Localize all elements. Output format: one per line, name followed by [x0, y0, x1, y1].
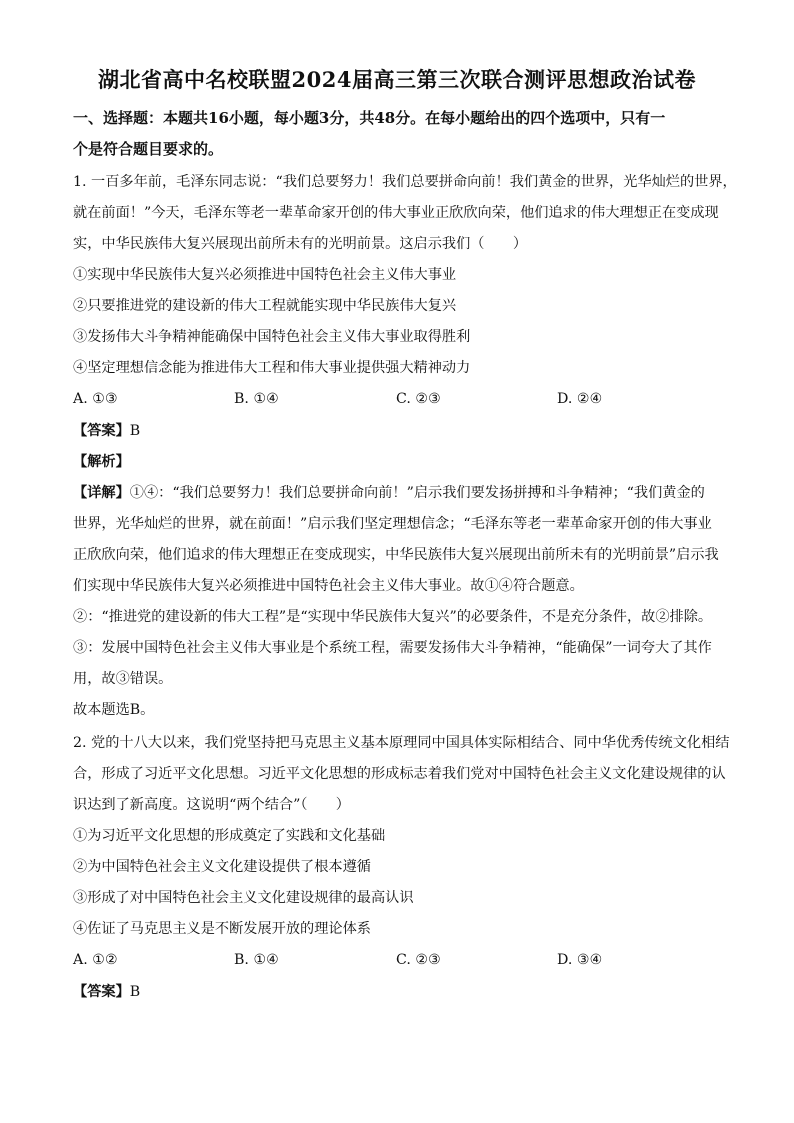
q2-stem-line-3: 识达到了新高度。这说明“两个结合”（ ） — [73, 797, 350, 813]
q2-stem-line-2: 合，形成了习近平文化思想。习近平文化思想的形成标志着我们党对中国特色社会主义文化建设规律的认 — [73, 766, 726, 782]
q2-statement-3: ③形成了对中国特色社会主义文化建设规律的最高认识 — [73, 890, 414, 906]
q1-stem-line-3: 实，中华民族伟大复兴展现出前所未有的光明前景。这启示我们（ ） — [73, 236, 528, 252]
q1-option-d: D. ②④ — [557, 391, 603, 407]
q1-answer — [73, 421, 723, 441]
q1-statement-2: ②只要推进党的建设新的伟大工程就能实现中华民族伟大复兴 — [73, 298, 457, 314]
answer-value: B — [129, 423, 141, 439]
detail-text: ①④：“我们总要努力！我们总要拼命向前！”启示我们要发扬拼搏和斗争精神；“我们黄金的 — [129, 485, 705, 501]
q1-detail-line-7: 用，故③错误。 — [73, 671, 173, 687]
section-heading-line-1: 一、选择题：本题共16小题，每小题3分，共48分。在每小题给出的四个选项中，只有一 — [73, 109, 666, 127]
section-heading-line-2: 个是符合题目要求的。 — [73, 140, 224, 158]
analysis-tag: 【解析】 — [73, 454, 130, 470]
q1-statement-1: ①实现中华民族伟大复兴必须推进中国特色社会主义伟大事业 — [73, 267, 457, 283]
q2-option-d: D. ③④ — [557, 952, 603, 968]
q1-stem-line-2: 就在前面！”今天，毛泽东等老一辈革命家开创的伟大事业正欣欣向荣，他们追求的伟大理想正在变成现 — [73, 205, 719, 221]
q2-answer — [73, 982, 723, 1002]
page-title: 湖北省高中名校联盟2024届高三第三次联合测评思想政治试卷 — [98, 67, 696, 92]
q1-analysis-heading — [73, 452, 723, 472]
q2-stem-line-1: 2. 党的十八大以来，我们党坚持把马克思主义基本原理同中国具体实际相结合、同中华优秀传统文化相结 — [73, 735, 730, 751]
q1-conclusion: 故本题选B。 — [73, 702, 155, 718]
detail-tag: 【详解】 — [73, 485, 130, 501]
q1-detail-line-4: 们实现中华民族伟大复兴必须推进中国特色社会主义伟大事业。故①④符合题意。 — [73, 578, 584, 594]
q2-option-b: B. ①④ — [234, 952, 279, 968]
q2-statement-2: ②为中国特色社会主义文化建设提供了根本遵循 — [73, 859, 371, 875]
q1-statement-3: ③发扬伟大斗争精神能确保中国特色社会主义伟大事业取得胜利 — [73, 329, 471, 345]
q1-detail-line-5: ②：“推进党的建设新的伟大工程”是“实现中华民族伟大复兴”的必要条件，不是充分条件，故②排除。 — [73, 609, 713, 625]
q1-detail-line-6: ③：发展中国特色社会主义伟大事业是个系统工程，需要发扬伟大斗争精神，“能确保”一词夸大了其作 — [73, 640, 712, 656]
q2-statement-4: ④佐证了马克思主义是不断发展开放的理论体系 — [73, 921, 371, 937]
q1-detail-line-1 — [73, 483, 723, 503]
q1-option-c: C. ②③ — [396, 391, 441, 407]
answer-value: B — [129, 984, 141, 1000]
q2-statement-1: ①为习近平文化思想的形成奠定了实践和文化基础 — [73, 828, 386, 844]
q1-detail-line-2: 世界，光华灿烂的世界，就在前面！”启示我们坚定理想信念；“毛泽东等老一辈革命家开创的伟大事业 — [73, 516, 712, 532]
q1-option-a: A. ①③ — [73, 391, 118, 407]
q1-stem-line-1: 1. 一百多年前，毛泽东同志说：“我们总要努力！我们总要拼命向前！我们黄金的世界，光华灿烂的世界， — [73, 174, 737, 190]
q1-statement-4: ④坚定理想信念能为推进伟大工程和伟大事业提供强大精神动力 — [73, 360, 471, 376]
answer-tag: 【答案】 — [73, 984, 130, 1000]
q1-detail-line-3: 正欣欣向荣，他们追求的伟大理想正在变成现实，中华民族伟大复兴展现出前所未有的光明前景”启示我 — [73, 547, 719, 563]
q2-option-a: A. ①② — [73, 952, 118, 968]
q2-option-c: C. ②③ — [396, 952, 441, 968]
answer-tag: 【答案】 — [73, 423, 130, 439]
q1-option-b: B. ①④ — [234, 391, 279, 407]
